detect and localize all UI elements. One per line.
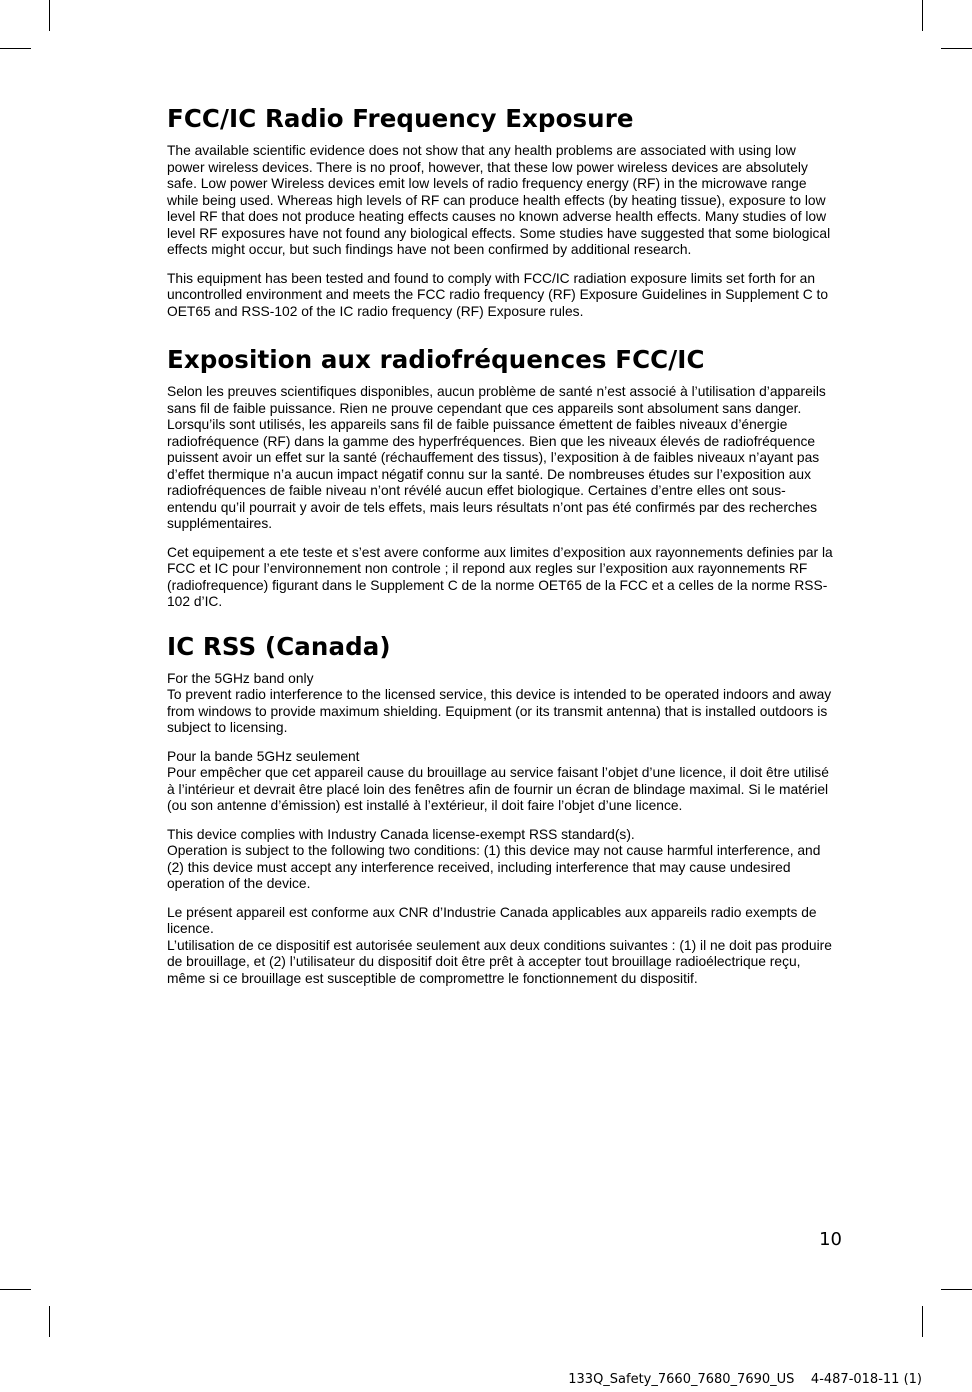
section-title: IC RSS (Canada) xyxy=(167,631,391,661)
paragraph: Le présent appareil est conforme aux CNR d’Industrie Canada applicables aux appareils radio exempts de licence. L’utilisation de ce dispositif est autorisée seulement aux deux conditions suivantes : (1) il ne doit pas produire de brouillage, et (2) l’utilisateur du dispositif doit être prêt à accepter tout brouillage radioélectrique reçu, même si ce brouillage est susceptible de compromettre le fonctionnement du dispositif. xyxy=(167,904,832,986)
crop-mark-top-left-vertical xyxy=(49,0,50,31)
crop-mark-bottom-left-vertical xyxy=(49,1306,50,1337)
page-number: 10 xyxy=(819,1229,842,1250)
crop-mark-top-left-horizontal xyxy=(0,48,31,49)
section-ic-rss-canada xyxy=(167,631,833,988)
crop-mark-top-right-vertical xyxy=(922,0,923,31)
paragraph: Pour la bande 5GHz seulement Pour empêcher que cet appareil cause du brouillage au service faisant l’objet d’une licence, il doit être utilisé à l’intérieur et devrait être placé loin des fenêtres afin de fournir un écran de blindage maximal. Si le matériel (ou son antenne d’émission) est installé à l’extérieur, il doit faire l’objet d’une licence. xyxy=(167,748,829,813)
crop-mark-top-right-horizontal xyxy=(941,48,972,49)
section-title: Exposition aux radiofréquences FCC/IC xyxy=(167,345,705,374)
paragraph: This device complies with Industry Canada license-exempt RSS standard(s). Operation is subject to the following two conditions: (1) this device may not cause harmful interference, and (2) this device must accept any interference received, including interference that may cause undesired operation of the device. xyxy=(167,826,821,891)
document-footer-id: 133Q_Safety_7660_7680_7690_US 4-487-018-11 (1) xyxy=(568,1372,922,1387)
paragraph: This equipment has been tested and found to comply with FCC/IC radiation exposure limits set forth for an uncontrolled environment and meets the FCC radio frequency (RF) Exposure Guidelines in Supplement C to OET65 and RSS-102 of the IC radio frequency (RF) Exposure rules. xyxy=(167,270,829,319)
crop-mark-bottom-right-vertical xyxy=(922,1306,923,1337)
section-exposition-radiofrequences xyxy=(167,344,833,611)
crop-mark-bottom-right-horizontal xyxy=(941,1289,972,1290)
paragraph: The available scientific evidence does not show that any health problems are associated with using low power wireless devices. There is no proof, however, that these low power wireless devices are absolutely safe. Low power Wireless devices emit low levels of radio frequency energy (RF) in the microwave range while being used. Whereas high levels of RF can produce health effects (by heating tissue), exposure to low level RF that does not produce heating effects causes no known adverse health effects. Many studies of low level RF exposures have not found any biological effects. Some studies have suggested that some biological effects might occur, but such findings have not been confirmed by additional research. xyxy=(167,143,831,257)
paragraph: Selon les preuves scientifiques disponibles, aucun problème de santé n’est associé à l’utilisation d’appareils sans fil de faible puissance. Rien ne prouve cependant que ces appareils sont absolument sans danger. Lorsqu’ils sont utilisés, les appareils sans fil de faible puissance émettent de faibles niveaux d’énergie radiofréquence (RF) dans la gamme des hyperfréquences. Bien que les niveaux élevés de radiofréquence puissent avoir un effet sur la santé (réchauffement des tissus), l’exposition à de faibles niveaux n’ayant pas d’effet thermique n’a aucun impact négatif connu sur la santé. De nombreuses études sur l’exposition aux radiofréquences de faible niveau n’ont révélé aucun effet biologique. Certaines d’entre elles ont sous-entendu qu’il pourrait y avoir de tels effets, mais leurs résultats n’ont pas été confirmés par des recherches supplémentaires. xyxy=(167,384,826,531)
section-title: FCC/IC Radio Frequency Exposure xyxy=(167,104,634,133)
section-fcc-ic-rf-exposure xyxy=(167,103,833,320)
paragraph: Cet equipement a ete teste et s’est avere conforme aux limites d’exposition aux rayonnements definies par la FCC et IC pour l’environnement non controle ; il repond aux regles sur l’exposition aux rayonnements RF (radiofrequence) figurant dans le Supplement C de la norme OET65 de la FCC et a celles de la norme RSS-102 d’IC. xyxy=(167,544,833,609)
crop-mark-bottom-left-horizontal xyxy=(0,1289,31,1290)
page-content xyxy=(167,103,833,1009)
paragraph: For the 5GHz band only To prevent radio interference to the licensed service, this device is intended to be operated indoors and away from windows to provide maximum shielding. Equipment (or its transmit antenna) that is installed outdoors is subject to licensing. xyxy=(167,670,832,735)
